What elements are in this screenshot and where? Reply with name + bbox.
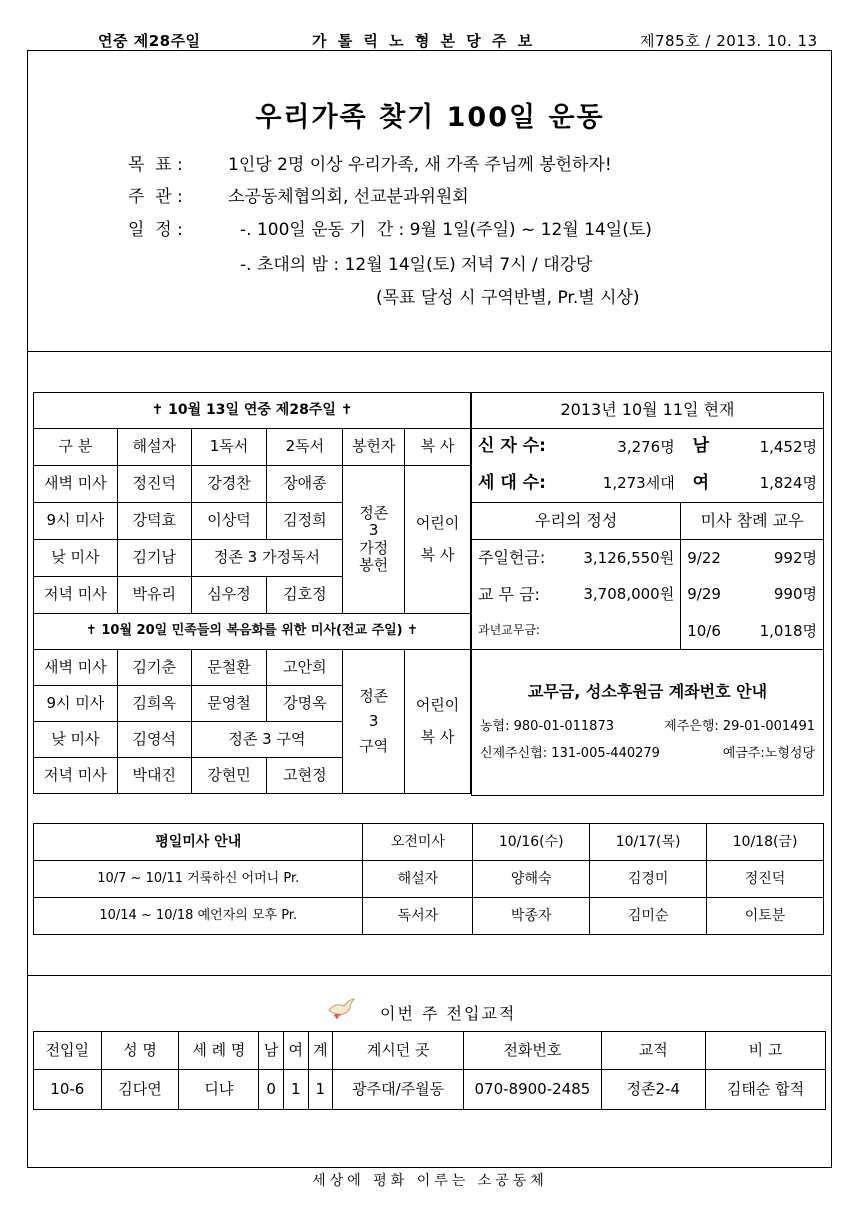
male-label: 남 (681, 429, 721, 466)
name: 박종자 (473, 898, 590, 935)
role: 독서자 (363, 898, 473, 935)
reader2: 고안희 (267, 650, 343, 686)
col-header: 봉헌자 (343, 429, 405, 466)
attendance-date: 10/6 (681, 614, 721, 650)
col-header: 교적 (601, 1032, 706, 1070)
commentator: 김기남 (117, 540, 191, 577)
account-holder: 예금주:노형성당 (722, 745, 815, 761)
weekday-col: 오전미사 (363, 824, 473, 861)
sunday-offering-label: 주일헌금: (472, 540, 575, 577)
weekday-day: 10/16(수) (473, 824, 590, 861)
altar-line: 어린이 (415, 696, 460, 715)
reader2: 김정희 (267, 503, 343, 540)
divider (27, 975, 832, 976)
offering-title: 우리의 정성 (472, 503, 681, 540)
table-row (34, 898, 824, 935)
transfer-title: 이번 주 전입교적 (380, 1004, 517, 1023)
weekday-day: 10/17(목) (590, 824, 707, 861)
total-count: 1 (308, 1070, 333, 1110)
readers: 정존 3 가정독서 (191, 540, 343, 577)
households-count: 1,273세대 (575, 466, 681, 503)
reader1: 이상덕 (191, 503, 267, 540)
bulletin-title: 가 톨 릭 노 형 본 당 주 보 (312, 32, 536, 50)
col-header: 1독서 (191, 429, 267, 466)
stats-date: 2013년 10월 11일 현재 (472, 393, 824, 429)
name: 김경미 (590, 861, 707, 898)
reader2: 김호정 (267, 577, 343, 614)
offertory-line: 가정 (359, 538, 389, 557)
prayer-group-period: 10/14 ~ 10/18 예언자의 모후 Pr. (34, 898, 363, 935)
baptism-name: 디냐 (179, 1070, 259, 1110)
col-header: 해설자 (117, 429, 191, 466)
account-nh: 농협: 980-01-011873 (480, 718, 614, 734)
role: 해설자 (363, 861, 473, 898)
host-label: 주 관 : (128, 187, 183, 207)
footer-slogan: 세상에 평화 이루는 소공동체 (312, 1173, 548, 1189)
name: 김미순 (590, 898, 707, 935)
commentator: 김영석 (117, 722, 191, 758)
transfer-name: 김다연 (101, 1070, 179, 1110)
col-header: 비 고 (706, 1032, 826, 1070)
mass-time: 저녁 미사 (34, 758, 118, 794)
transfer-table (33, 1031, 826, 1110)
campaign-title: 우리가족 찾기 100일 운동 (255, 102, 605, 133)
mass-time: 새벽 미사 (34, 466, 118, 503)
col-header: 전입일 (34, 1032, 102, 1070)
male-count: 1,452명 (721, 429, 824, 466)
mass-time: 낮 미사 (34, 722, 118, 758)
name: 정진덕 (707, 861, 824, 898)
altar-server-cell (405, 466, 471, 614)
account-jeju-bank: 제주은행: 29-01-001491 (664, 718, 815, 734)
mass1-title: ✝ 10월 13일 연중 제28주일 ✝ (34, 393, 471, 429)
mass-time: 낮 미사 (34, 540, 118, 577)
offertory-line: 정존 (359, 686, 389, 705)
offertory-line: 3 (368, 711, 379, 730)
mass2-title: ✝ 10월 20일 민족들의 복음화를 위한 미사(전교 주일) ✝ (34, 614, 471, 650)
previous-parish: 광주대/주월동 (333, 1070, 464, 1110)
commentator: 김희옥 (117, 686, 191, 722)
offertory-line: 봉헌 (359, 555, 389, 574)
weekday-day: 10/18(금) (707, 824, 824, 861)
offertory-line: 정존 (359, 504, 389, 522)
col-header: 세 례 명 (179, 1032, 259, 1070)
commentator: 강덕효 (117, 503, 191, 540)
readers: 정존 3 구역 (191, 722, 343, 758)
goal-text: 1인당 2명 이상 우리가족, 새 가족 주님께 봉헌하자! (228, 155, 612, 175)
table-row (34, 1070, 826, 1110)
parish-stats-table (471, 392, 824, 796)
believers-label: 신 자 수: (472, 429, 575, 466)
col-header: 전화번호 (464, 1032, 601, 1070)
phone-number: 070-8900-2485 (464, 1070, 601, 1110)
commentator: 김기춘 (117, 650, 191, 686)
attendance-date: 9/29 (681, 577, 721, 614)
table-row (34, 861, 824, 898)
col-header: 계 (308, 1032, 333, 1070)
believers-count: 3,276명 (575, 429, 681, 466)
attendance-count: 990명 (721, 577, 824, 614)
col-header: 남 (259, 1032, 284, 1070)
schedule-night: -. 초대의 밤 : 12월 14일(토) 저녁 7시 / 대강당 (240, 255, 593, 275)
name: 이토분 (707, 898, 824, 935)
female-label: 여 (681, 466, 721, 503)
female-count: 1 (283, 1070, 308, 1110)
reader1: 문영철 (191, 686, 267, 722)
commentator: 박유리 (117, 577, 191, 614)
account-title: 교무금, 성소후원금 계좌번호 안내 (527, 682, 768, 702)
altar-line: 어린이 (415, 514, 460, 533)
attendance-title: 미사 참례 교우 (681, 503, 824, 540)
reader2: 강명옥 (267, 686, 343, 722)
host-text: 소공동체협의회, 선교분과위원회 (228, 187, 469, 207)
schedule-note: (목표 달성 시 구역반별, Pr.별 시상) (376, 288, 640, 308)
mass-time: 9시 미사 (34, 503, 118, 540)
weekday-title: 평일미사 안내 (34, 824, 363, 861)
altar-line: 복 사 (420, 545, 455, 564)
reader2: 장애종 (267, 466, 343, 503)
col-header: 여 (283, 1032, 308, 1070)
divider (27, 351, 832, 352)
attendance-count: 1,018명 (721, 614, 824, 650)
reader1: 문철환 (191, 650, 267, 686)
transfer-date: 10-6 (34, 1070, 102, 1110)
schedule-period: -. 100일 운동 기 간 : 9월 1일(주일) ~ 12월 14일(토) (240, 220, 652, 240)
parish-district: 정존2-4 (601, 1070, 706, 1110)
male-count: 0 (259, 1070, 284, 1110)
mass-time: 새벽 미사 (34, 650, 118, 686)
households-label: 세 대 수: (472, 466, 575, 503)
altar-line: 복 사 (420, 727, 455, 746)
offertory-line: 구역 (359, 737, 389, 756)
offertory-line: 3 (368, 521, 379, 540)
reader2: 고현정 (267, 758, 343, 794)
commentator: 정진덕 (117, 466, 191, 503)
account-credit-union: 신제주신협: 131-005-440279 (480, 745, 660, 761)
col-header: 성 명 (101, 1032, 179, 1070)
dues-label: 교 무 금: (472, 577, 575, 614)
col-header: 계시던 곳 (333, 1032, 464, 1070)
mass-time: 저녁 미사 (34, 577, 118, 614)
schedule-label: 일 정 : (128, 220, 183, 240)
offertory-cell (343, 650, 405, 794)
issue-number: 제785호 / 2013. 10. 13 (640, 32, 818, 50)
past-dues-amount (575, 614, 681, 650)
past-dues-label: 과년교무금: (472, 614, 575, 650)
sunday-offering: 3,126,550원 (575, 540, 681, 577)
prayer-group-period: 10/7 ~ 10/11 거룩하신 어머니 Pr. (34, 861, 363, 898)
liturgical-week: 연중 제28주일 (98, 32, 201, 50)
altar-server-cell (405, 650, 471, 794)
name: 양해숙 (473, 861, 590, 898)
reader1: 심우정 (191, 577, 267, 614)
remarks: 김태순 합적 (706, 1070, 826, 1110)
col-header: 구 분 (34, 429, 118, 466)
goal-label: 목 표 : (128, 155, 183, 175)
col-header: 2독서 (267, 429, 343, 466)
commentator: 박대진 (117, 758, 191, 794)
female-count: 1,824명 (721, 466, 824, 503)
attendance-date: 9/22 (681, 540, 721, 577)
reader1: 강현민 (191, 758, 267, 794)
reader1: 강경찬 (191, 466, 267, 503)
offertory-cell (343, 466, 405, 614)
dues-amount: 3,708,000원 (575, 577, 681, 614)
dove-icon (326, 996, 356, 1020)
attendance-count: 992명 (721, 540, 824, 577)
mass-time: 9시 미사 (34, 686, 118, 722)
col-header: 복 사 (405, 429, 471, 466)
table-row (34, 466, 471, 503)
account-info (472, 650, 824, 796)
table-row (34, 650, 471, 686)
weekday-mass-table (33, 823, 824, 935)
mass-roster-table (33, 392, 471, 794)
